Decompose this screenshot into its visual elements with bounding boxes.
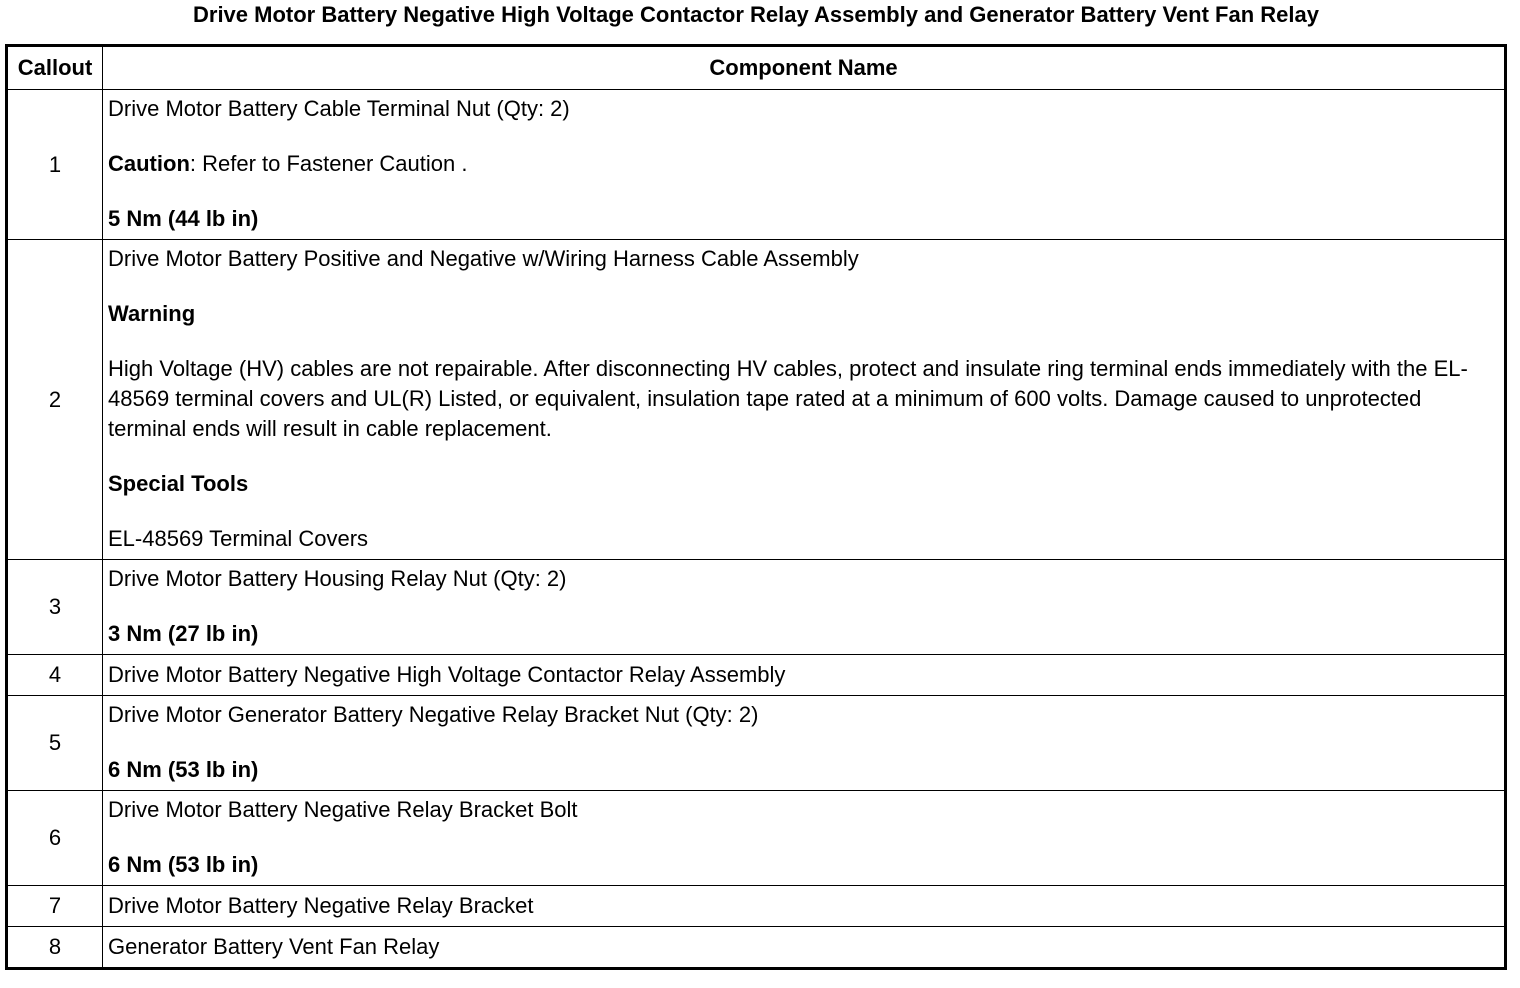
callout-number: 4 <box>7 655 103 696</box>
component-name: Drive Motor Battery Negative Relay Bracket Bolt <box>108 797 578 822</box>
callout-number: 6 <box>7 791 103 886</box>
table-row <box>7 791 1506 886</box>
caution-text: : Refer to Fastener Caution . <box>189 151 468 176</box>
table-row <box>7 655 1506 696</box>
table-row <box>7 886 1506 927</box>
table-row <box>7 240 1506 560</box>
warning-text: High Voltage (HV) cables are not repairable. After disconnecting HV cables, protect and insulate ring terminal ends immediately with the EL-48569 terminal covers and UL(R) Listed, or equivalent, insulation tape rated at a minimum of 600 volts. Damage caused to unprotected terminal ends will result in cable replacement. <box>108 356 1468 441</box>
table-row <box>7 696 1506 791</box>
component-name: Drive Motor Battery Positive and Negative w/Wiring Harness Cable Assembly <box>108 246 859 271</box>
component-name: Drive Motor Battery Negative Relay Bracket <box>108 893 534 918</box>
component-cell <box>103 560 1506 655</box>
table-row <box>7 560 1506 655</box>
component-cell <box>103 696 1506 791</box>
callout-number: 5 <box>7 696 103 791</box>
table-row <box>7 90 1506 240</box>
special-tools-text: EL-48569 Terminal Covers <box>108 526 369 551</box>
component-name: Drive Motor Battery Cable Terminal Nut (Qty: 2) <box>108 96 570 121</box>
component-cell <box>103 90 1506 240</box>
torque-spec: 6 Nm (53 lb in) <box>108 852 259 877</box>
callout-number: 3 <box>7 560 103 655</box>
page-title: Drive Motor Battery Negative High Voltage Contactor Relay Assembly and Generator Battery Vent Fan Relay <box>193 2 1319 27</box>
special-tools-label: Special Tools <box>108 471 249 496</box>
component-column-header: Component Name <box>103 46 1506 90</box>
callout-number: 1 <box>7 90 103 240</box>
component-name: Drive Motor Generator Battery Negative Relay Bracket Nut (Qty: 2) <box>108 702 759 727</box>
callout-number: 8 <box>7 927 103 969</box>
component-cell <box>103 886 1506 927</box>
component-table <box>5 44 1507 970</box>
component-name: Drive Motor Battery Housing Relay Nut (Qty: 2) <box>108 566 567 591</box>
torque-spec: 6 Nm (53 lb in) <box>108 757 259 782</box>
caution-label: Caution <box>108 151 190 176</box>
caution-note <box>108 149 1500 179</box>
component-cell <box>103 240 1506 560</box>
table-header-row <box>7 46 1506 90</box>
torque-spec: 3 Nm (27 lb in) <box>108 621 259 646</box>
torque-spec: 5 Nm (44 lb in) <box>108 206 259 231</box>
warning-label: Warning <box>108 301 196 326</box>
component-cell <box>103 655 1506 696</box>
component-name: Generator Battery Vent Fan Relay <box>108 934 440 959</box>
table-row <box>7 927 1506 969</box>
component-cell <box>103 791 1506 886</box>
callout-column-header: Callout <box>7 46 103 90</box>
component-name: Drive Motor Battery Negative High Voltage Contactor Relay Assembly <box>108 662 786 687</box>
component-cell <box>103 927 1506 969</box>
callout-number: 2 <box>7 240 103 560</box>
callout-number: 7 <box>7 886 103 927</box>
